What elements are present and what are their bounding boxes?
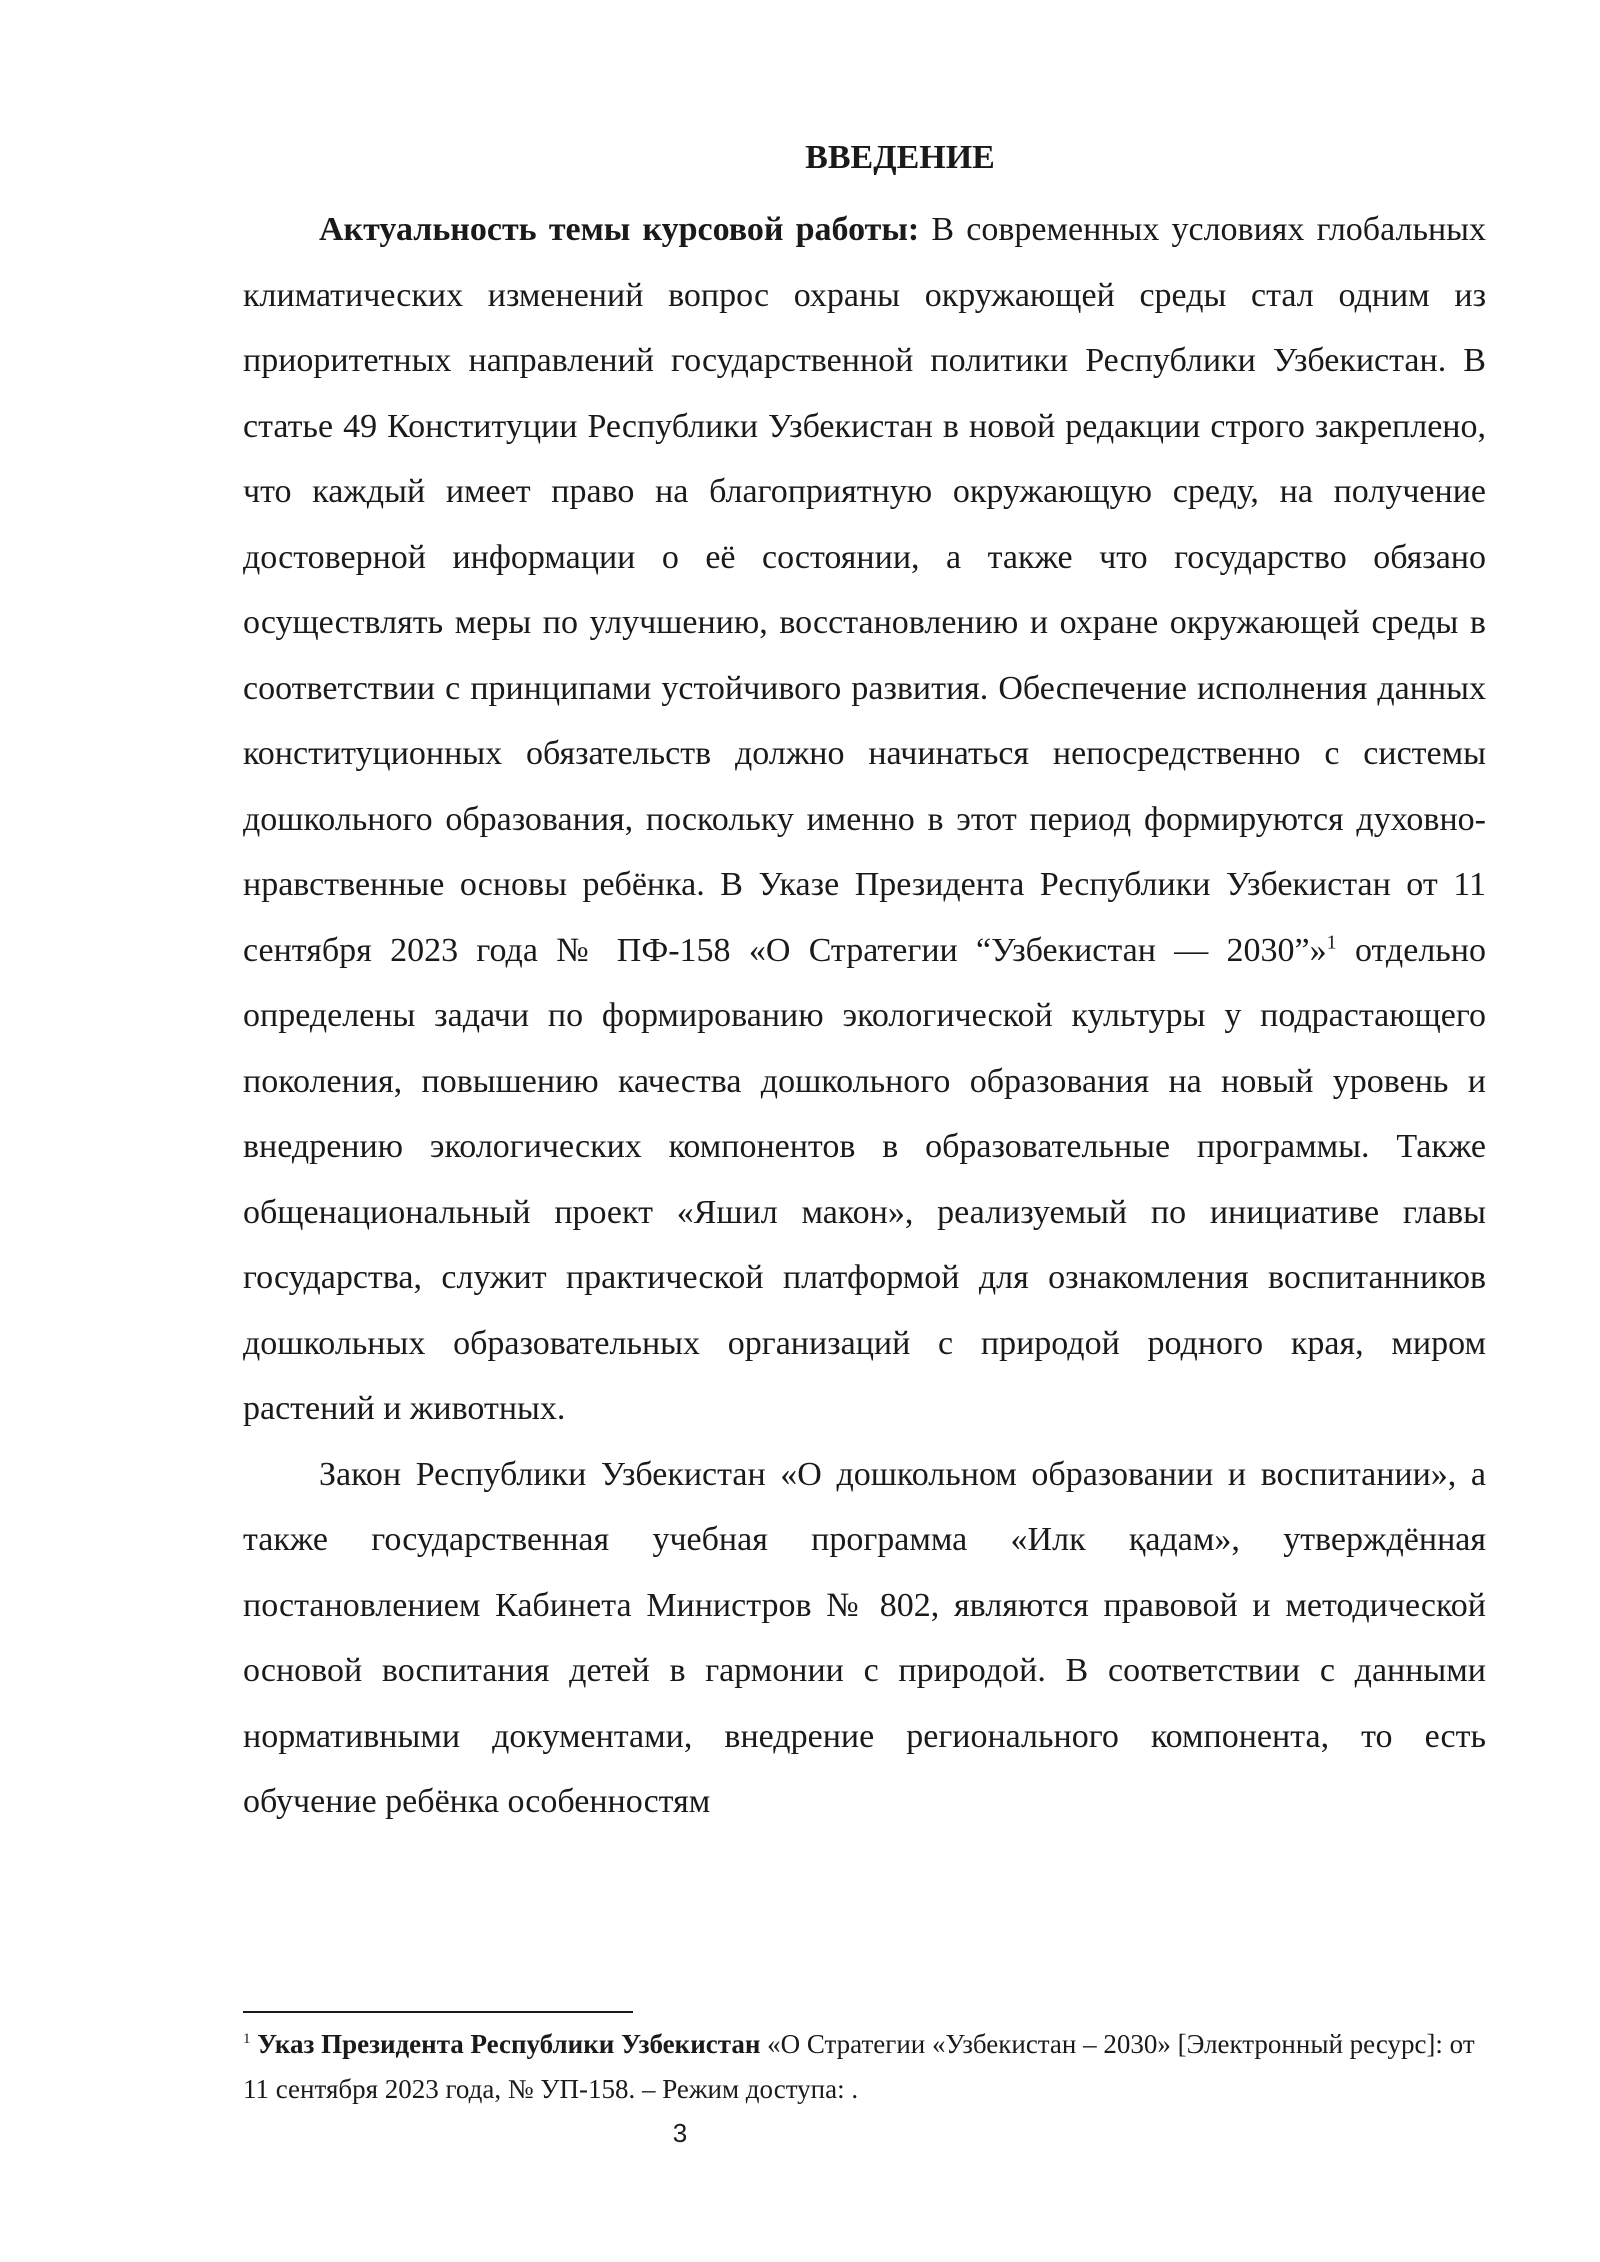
footnote <box>243 2022 1486 2112</box>
paragraph-text: В современных условиях глобальных климатических изменений вопрос охраны окружающей среды стал одним из приоритетных направлений государственной политики Республики Узбекистан. В статье 49 Конституции Республики Узбекистан в новой редакции строго закреплено, что каждый имеет право на благоприятную окружающую среду, на получение достоверной информации о её состоянии, а также что государство обязано осуществлять меры по улучшению, восстановлению и охране окружающей среды в соответствии с принципами устойчивого развития. Обеспечение исполнения данных конституционных обязательств должно начинаться непосредственно с системы дошкольного образования, поскольку именно в этот период формируются духовно-нравственные основы ребёнка. В Указе Президента Республики Узбекистан от 11 сентября 2023 года № ПФ-158 «О Стратегии “Узбекистан — 2030”» <box>243 211 1486 969</box>
body-text <box>243 197 1486 1835</box>
footnote-separator <box>243 2011 633 2013</box>
footnote-reference[interactable]: 1 <box>1326 931 1337 954</box>
footnote-bold-source: Указ Президента Республики Узбекистан <box>257 2029 761 2059</box>
paragraph-text-continued: отдельно определены задачи по формированию экологической культуры у подрастающего поколения, повышению качества дошкольного образования на новый уровень и внедрению экологических компонентов в образовательные программы. Также общенациональный проект «Яшил макон», реализуемый по инициативе главы государства, служит практической платформой для ознакомления воспитанников дошкольных образовательных организаций с природой родного края, миром растений и животных. <box>243 931 1486 1427</box>
page-number: 3 <box>672 2118 688 2148</box>
page-title: ВВЕДЕНИЕ <box>805 139 995 176</box>
paragraph-relevance <box>243 197 1486 1442</box>
footnote-text: «О Стратегии «Узбекистан – 2030» [Электронный ресурс]: от 11 сентября 2023 года, № УП-158. – Режим доступа: . <box>243 2029 1475 2104</box>
footnote-marker: 1 <box>243 2031 251 2047</box>
paragraph-lead-bold: Актуальность темы курсовой работы: <box>319 211 920 248</box>
paragraph-law: Закон Республики Узбекистан «О дошкольном образовании и воспитании», а также государственная учебная программа «Илк қадам», утверждённая постановлением Кабинета Министров № 802, являются правовой и методической основой воспитания детей в гармонии с природой. В соответствии с данными нормативными документами, внедрение регионального компонента, то есть обучение ребёнка особенностям <box>243 1455 1486 1820</box>
